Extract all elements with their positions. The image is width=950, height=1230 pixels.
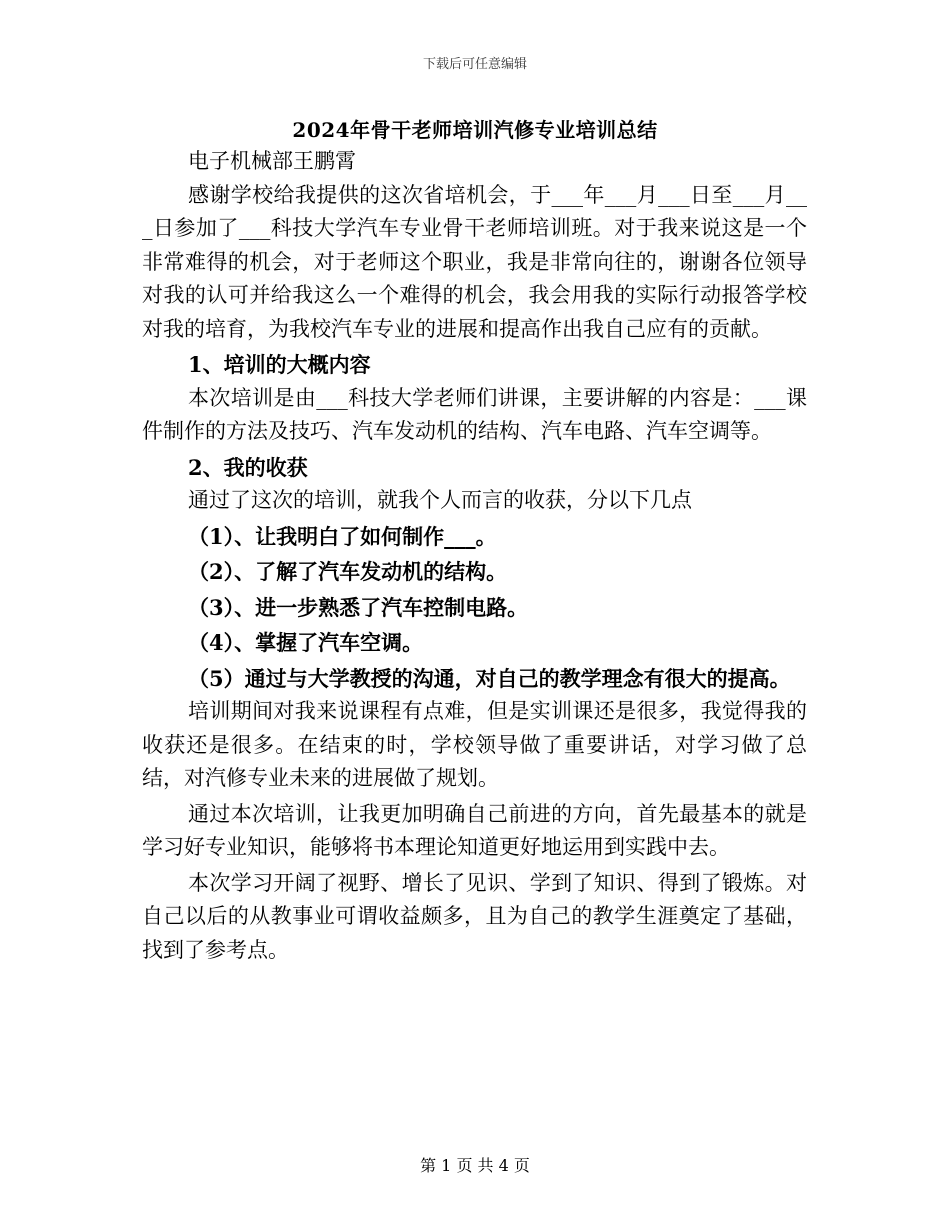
body-paragraph-3: 本次学习开阔了视野、增长了见识、学到了知识、得到了锻炼。对自己以后的从教事业可谓收益颇多，且为自己的教学生涯奠定了基础，找到了参考点。 bbox=[142, 870, 807, 962]
section-1-paragraph: 本次培训是由___科技大学老师们讲课，主要讲解的内容是：___课件制作的方法及技巧、汽车发动机的结构、汽车电路、汽车空调等。 bbox=[142, 385, 807, 443]
page-number: 第 1 页 共 4 页 bbox=[420, 1156, 530, 1175]
gain-item-5: （5）通过与大学教授的沟通，对自己的教学理念有很大的提高。 bbox=[188, 665, 791, 691]
gain-item-3: （3）、进一步熟悉了汽车控制电路。 bbox=[188, 594, 529, 620]
document-body bbox=[142, 145, 807, 967]
gain-item-2: （2）、了解了汽车发动机的结构。 bbox=[188, 559, 508, 584]
document-title: 2024年骨干老师培训汽修专业培训总结 bbox=[292, 118, 658, 142]
gain-item-4: （4）、掌握了汽车空调。 bbox=[188, 630, 424, 655]
intro-paragraph: 感谢学校给我提供的这次省培机会，于___年___月___日至___月___日参加了___科技大学汽车专业骨干老师培训班。对于我来说这是一个非常难得的机会，对于老师这个职业，我是非常向往的，谢谢各位领导对我的认可并给我这么一个难得的机会，我会用我的实际行动报答学校对我的培育，为我校汽车专业的进展和提高作出我自己应有的贡献。 bbox=[142, 182, 807, 341]
section-2-heading: 2、我的收获 bbox=[188, 454, 308, 480]
gain-item-1: （1）、让我明白了如何制作___。 bbox=[188, 523, 497, 549]
author-line: 电子机械部王鹏霄 bbox=[188, 149, 356, 173]
section-2-lead: 通过了这次的培训，就我个人而言的收获，分以下几点 bbox=[188, 488, 692, 512]
section-1-heading: 1、培训的大概内容 bbox=[188, 352, 371, 377]
body-paragraph-1: 培训期间对我来说课程有点难，但是实训课还是很多，我觉得我的收获还是很多。在结束的时，学校领导做了重要讲话，对学习做了总结，对汽修专业未来的进展做了规划。 bbox=[142, 699, 807, 790]
header-note: 下载后可任意编辑 bbox=[422, 57, 527, 72]
body-paragraph-2: 通过本次培训，让我更加明确自己前进的方向，首先最基本的就是学习好专业知识，能够将书本理论知道更好地运用到实践中去。 bbox=[142, 801, 807, 859]
